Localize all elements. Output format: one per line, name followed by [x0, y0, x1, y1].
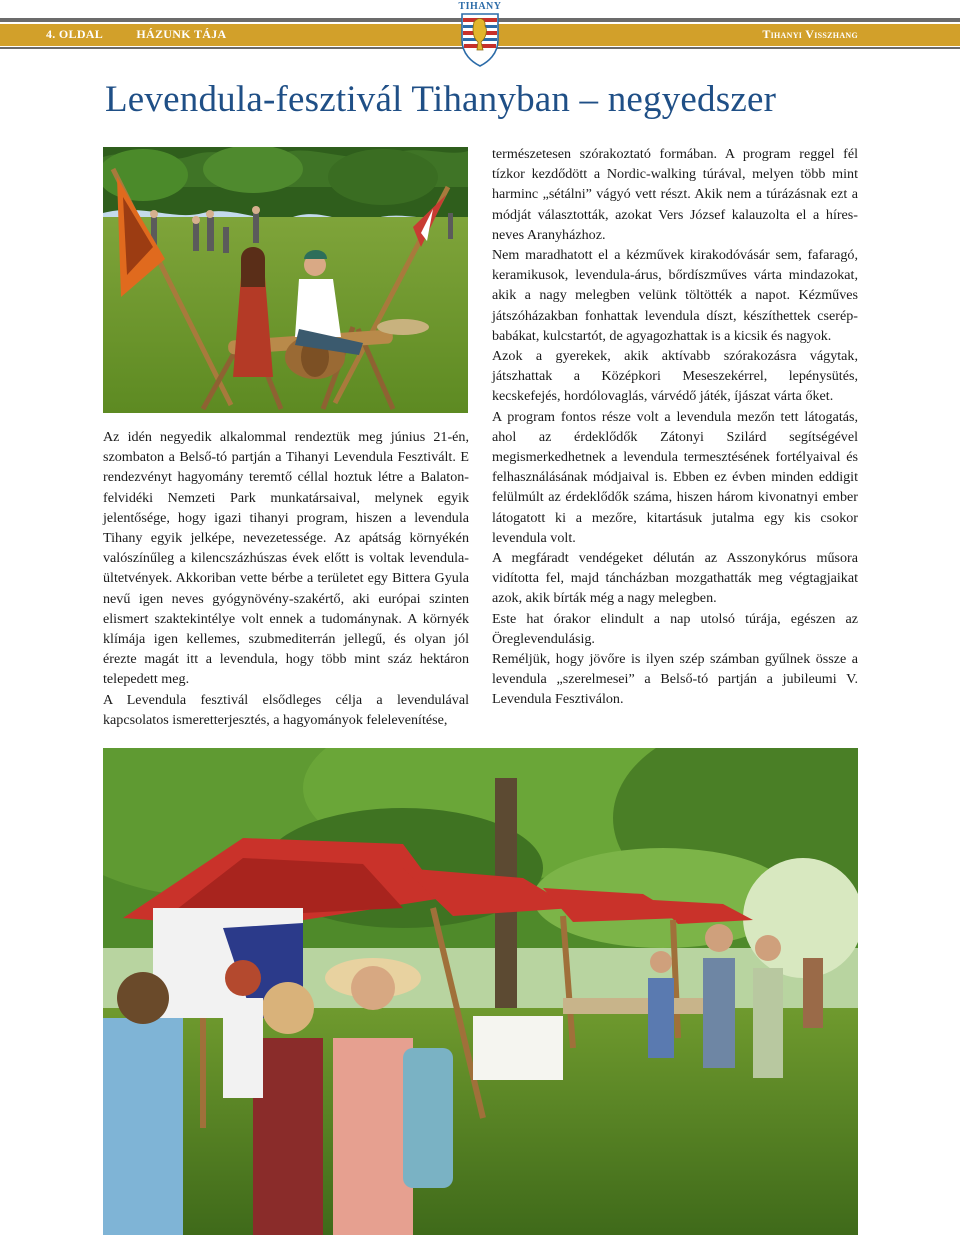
paragraph: A Levendula fesztivál elsődleges célja a levendulával kapcsolatos ismeretterjesztés, a hagyományok felelevenítése, — [103, 691, 469, 728]
tihany-crest — [450, 0, 510, 68]
jousting-seesaw-photo — [103, 147, 468, 413]
paragraph: A megfáradt vendégeket délután az Asszonykórus műsora vidította fel, majd táncházban mozgathatták meg végtagjaikat azok, akik bírták még a nagy melegben. — [492, 550, 858, 607]
festival-market-stalls-photo — [103, 748, 858, 1235]
article-title: Levendula-fesztivál Tihanyban – negyedszer — [105, 79, 777, 120]
article-right-column — [492, 144, 858, 710]
page-number: 4. OLDAL — [46, 27, 104, 41]
coat-of-arms-icon — [450, 0, 510, 68]
crest-name: TIHANY — [458, 1, 502, 12]
header-left — [46, 27, 256, 42]
section-name: HÁZUNK TÁJA — [136, 27, 227, 41]
paragraph: Nem maradhatott el a kézművek kirakodóvásár sem, fafaragó, keramikusok, levendula-árus, bőrdíszműves várta mindazokat, akik a nagy melegben velünk töltötték a napot. Kézműves játszóházakban fonhattak levendula díszt, készíthettek cserép-babákat, kulcstartót, de agyagozhattak is a kicsik és nagyok. — [492, 247, 858, 344]
market-scene-image — [103, 748, 858, 1235]
paragraph: A program fontos része volt a levendula mezőn tett látogatás, ahol az érdeklődők Zátonyi Szilárd segítségével megismerkedhetnek a levendula termesztésének fortélyaival és felhasználásának módjaival is. Ebben ez évben minden eddigit felülmúlt az érdeklődők száma, hiszen három kivonatnyi ember látogatott ki a mezőre, kitartásuk jutalma egy kis csokor levendula volt. — [492, 408, 858, 546]
paragraph: Azok a gyerekek, akik aktívabb szórakozásra vágytak, játszhattak a Középkori Meseszekérrel, lepénysütés, kecskefejés, hordólovaglás, várvédő játék, íjászat várta őket. — [492, 348, 858, 405]
paragraph: természetesen szórakoztató formában. A program reggel fél tízkor kezdődött a Nordic-walking túrával, melyen több mint harminc „sétálni” vágyó vett részt. Akik nem a túrázásnak ezt a módját választották, azokat Vers József kalauzolta el a híres-neves Aranyházhoz. — [492, 146, 858, 243]
meadow-scene-image — [103, 147, 468, 413]
publication-name: Tihanyi Visszhang — [762, 27, 858, 41]
paragraph: Az idén negyedik alkalommal rendeztük meg június 21-én, szombaton a Belső-tó partján a Tihanyi Levendula Fesztivált. E rendezvényt hagyomány teremtő céllal hoztuk létre a Balaton-felvidéki Nemzeti Park munkatársaival, melynek egyik jelentősége, hogy igazi tihanyi program, hiszen a levendula Tihany egyik jelképe, nevezetessége. Az apátság környékén valószínűleg a kilencszázhúszas évek előtt is voltak levendula-ültetvények. Akkoriban vette bérbe a területet egy Bittera Gyula nevű igen neves gyógynövény-szakértő, aki európai szinten elismert szaktekintélye volt ennek a tudománynak. A környék klímája igen kellemes, szubmediterrán jellegű, és olyan jól érezte magát itt a levendula, hogy több mint száz hektáron telepedett meg. — [103, 429, 469, 688]
article-left-column — [103, 427, 469, 730]
paragraph: Este hat órakor elindult a nap utolsó túrája, egészen az Öreglevendulásig. — [492, 610, 858, 647]
paragraph: Reméljük, hogy jövőre is ilyen szép számban gyűlnek össze a levendula „szerelmesei” a Belső-tó partján a jubileumi V. Levendula Fesztiválon. — [492, 651, 858, 708]
